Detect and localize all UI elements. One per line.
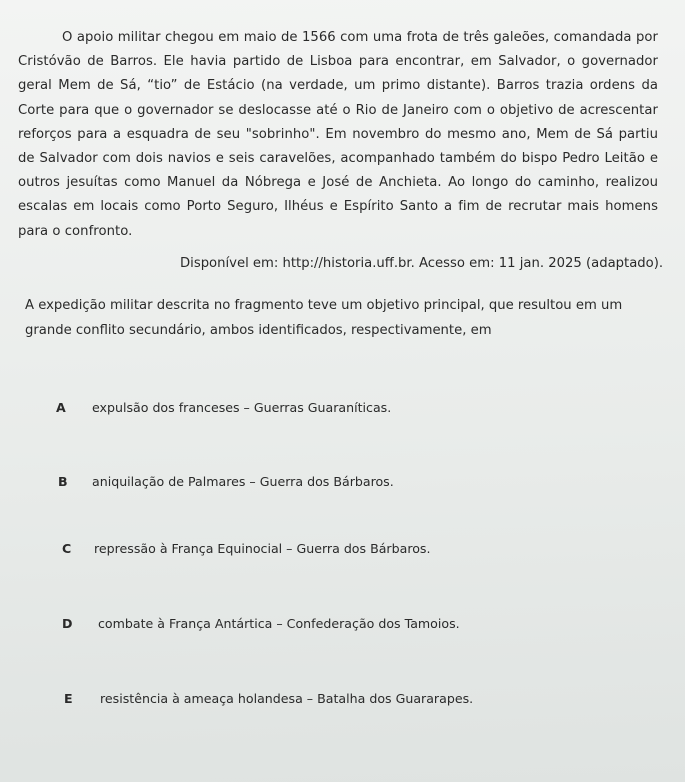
option-text: expulsão dos franceses – Guerras Guaraníticas. [92,400,392,415]
answer-option-d[interactable] [62,615,460,633]
option-text: repressão à França Equinocial – Guerra dos Bárbaros. [94,541,431,556]
source-citation: Disponível em: http://historia.uff.br. Acesso em: 11 jan. 2025 (adaptado). [180,256,664,271]
answer-option-a[interactable] [56,399,391,417]
passage-text: O apoio militar chegou em maio de 1566 com uma frota de três galeões, comandada por Cristóvão de Barros. Ele havia partido de Lisboa para encontrar, em Salvador, o governador geral Mem de Sá, “tio” de Estácio (na verdade, um primo distante). Barros trazia ordens da Corte para que o governador se deslocasse até o Rio de Janeiro com o objetivo de acrescentar reforços para a esquadra de seu "sobrinho". Em novembro do mesmo ano, Mem de Sá partiu de Salvador com dois navios e seis caravelões, acompanhado também do bispo Pedro Leitão e outros jesuítas como Manuel da Nóbrega e José de Anchieta. Ao longo do caminho, realizou escalas em locais como Porto Seguro, Ilhéus e Espírito Santo a fim de recrutar mais homens para o confronto. [18,30,658,239]
option-text: aniquilação de Palmares – Guerra dos Bárbaros. [92,474,394,489]
option-text: combate à França Antártica – Confederação dos Tamoios. [98,616,460,631]
option-letter: E [64,691,73,706]
option-letter: A [56,400,66,415]
option-letter: B [58,474,68,489]
answer-option-b[interactable] [58,473,394,491]
answer-option-c[interactable] [62,540,431,558]
question-stem: A expedição militar descrita no fragmento teve um objetivo principal, que resultou em um grande conflito secundário, ambos identificados, respectivamente, em [25,298,623,338]
answer-option-e[interactable] [64,690,473,708]
option-letter: C [62,541,72,556]
option-text: resistência à ameaça holandesa – Batalha dos Guararapes. [100,691,474,706]
option-letter: D [62,616,73,631]
